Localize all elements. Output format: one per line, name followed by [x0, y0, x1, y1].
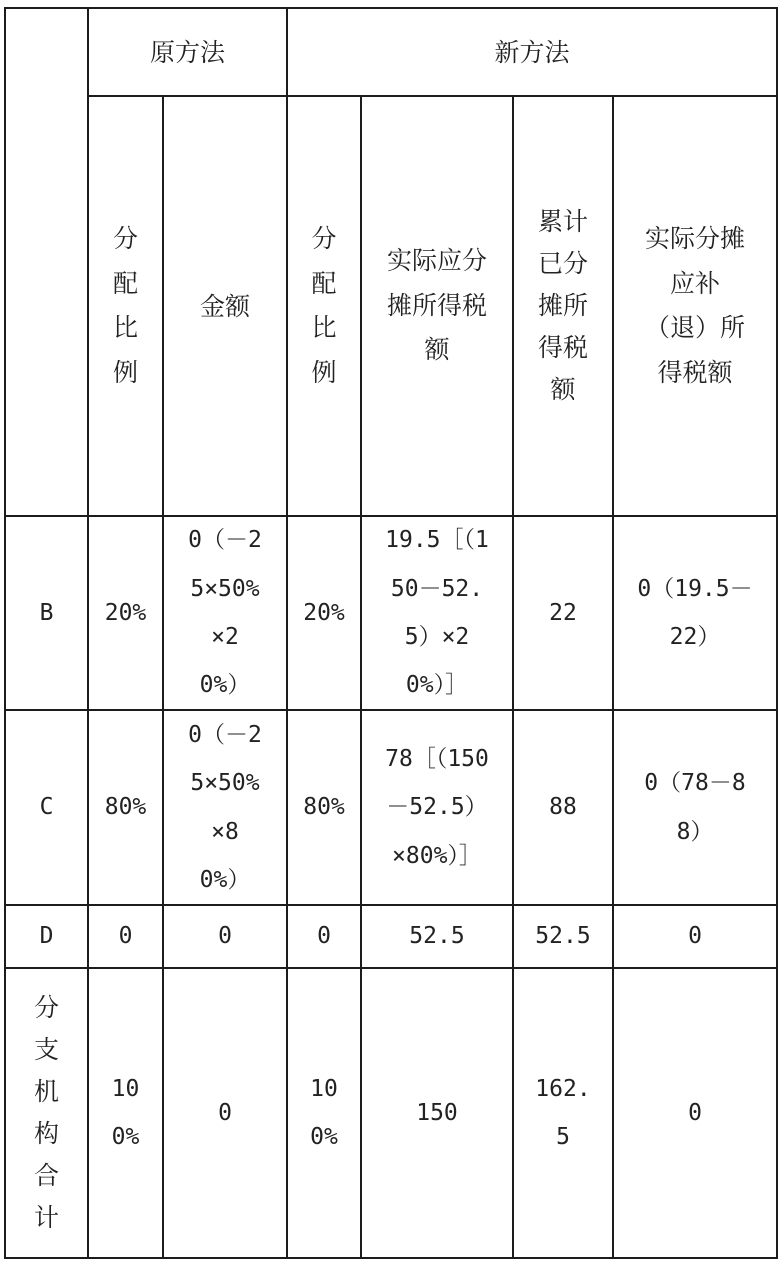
row-b-cumulative-cell — [513, 516, 613, 710]
rule-col-3 — [286, 7, 288, 1259]
row-b-actual-alloc: 19.5［（1 50－52. 5）×2 0%）］ — [385, 527, 489, 699]
row-d-actual-alloc: 52.5 — [409, 923, 465, 950]
row-total-new-ratio-cell — [287, 968, 361, 1258]
rule-header-bottom — [4, 515, 778, 517]
row-b-actual-alloc-cell — [361, 516, 513, 710]
row-b-old-amount-cell — [163, 516, 287, 710]
row-total-new-ratio: 10 0% — [310, 1075, 338, 1150]
row-c-cumulative-cell — [513, 710, 613, 905]
row-total-cumulative-cell — [513, 968, 613, 1258]
header-alloc-ratio-new-label: 分 配 比 例 — [311, 224, 337, 387]
rule-col-4 — [360, 95, 362, 1259]
row-d-old-ratio-cell — [88, 905, 163, 968]
row-c-label-cell — [5, 710, 88, 905]
row-b-label-cell — [5, 516, 88, 710]
row-b-label: B — [39, 599, 54, 626]
row-d-new-ratio-cell — [287, 905, 361, 968]
header-old-method — [88, 8, 287, 96]
row-total-cumulative: 162. 5 — [535, 1075, 591, 1150]
row-c-new-ratio-cell — [287, 710, 361, 905]
header-alloc-ratio-old — [88, 96, 163, 516]
header-actual-refund-tax-label: 实际分摊 应补 （退）所 得税额 — [644, 224, 745, 387]
row-b-old-ratio-cell — [88, 516, 163, 710]
rule-row-d-bottom — [4, 967, 778, 969]
row-b-new-ratio-cell — [287, 516, 361, 710]
rule-header-split — [88, 95, 778, 97]
row-d-old-ratio: 0 — [118, 923, 133, 950]
header-new-method-label: 新方法 — [494, 37, 570, 67]
row-c-cumulative: 88 — [549, 794, 577, 821]
border-bottom — [4, 1257, 778, 1259]
row-d-refund-cell — [613, 905, 777, 968]
row-d-label-cell — [5, 905, 88, 968]
row-b-refund-cell — [613, 516, 777, 710]
header-alloc-ratio-old-label: 分 配 比 例 — [112, 224, 138, 387]
row-d-refund: 0 — [688, 923, 702, 950]
row-c-refund-cell — [613, 710, 777, 905]
row-b-cumulative: 22 — [549, 599, 577, 626]
header-amount-label: 金额 — [199, 291, 250, 321]
row-total-old-ratio-cell — [88, 968, 163, 1258]
rule-col-1 — [87, 7, 89, 1259]
header-new-method — [287, 8, 777, 96]
row-c-new-ratio: 80% — [303, 794, 345, 821]
row-total-actual-alloc-cell — [361, 968, 513, 1258]
rule-col-5 — [512, 95, 514, 1259]
row-c-label: C — [39, 794, 54, 821]
row-b-refund: 0（19.5－ 22） — [637, 575, 753, 650]
row-d-cumulative-cell — [513, 905, 613, 968]
row-d-old-amount-cell — [163, 905, 287, 968]
border-top — [4, 7, 778, 9]
header-amount — [163, 96, 287, 516]
row-d-new-ratio: 0 — [317, 923, 331, 950]
row-b-old-ratio: 20% — [104, 599, 147, 626]
border-left — [4, 7, 6, 1259]
header-actual-alloc-tax-label: 实际应分 摊所得税 额 — [386, 246, 487, 365]
rule-row-c-bottom — [4, 904, 778, 906]
header-old-method-label: 原方法 — [149, 37, 225, 67]
header-cumulative-alloc-tax-label: 累计 已分 摊所 得税 额 — [537, 207, 588, 404]
row-total-actual-alloc: 150 — [416, 1099, 458, 1126]
row-b-old-amount: 0（－2 5×50% ×2 0%） — [188, 527, 262, 699]
rule-col-2 — [162, 95, 164, 1259]
row-total-label-cell — [5, 968, 88, 1258]
header-actual-refund-tax — [613, 96, 777, 516]
rule-col-6 — [612, 95, 614, 1259]
row-total-refund: 0 — [688, 1099, 702, 1126]
row-c-old-amount-cell — [163, 710, 287, 905]
rule-row-b-bottom — [4, 709, 778, 711]
row-d-cumulative: 52.5 — [535, 923, 591, 950]
header-cumulative-alloc-tax — [513, 96, 613, 516]
row-c-refund: 0（78－8 8） — [644, 770, 746, 845]
header-actual-alloc-tax — [361, 96, 513, 516]
row-total-old-ratio: 10 0% — [111, 1075, 140, 1150]
row-c-old-amount: 0（－2 5×50% ×8 0%） — [188, 721, 262, 893]
row-total-old-amount: 0 — [218, 1099, 232, 1126]
row-total-old-amount-cell — [163, 968, 287, 1258]
row-c-actual-alloc-cell — [361, 710, 513, 905]
row-total-label: 分 支 机 构 合 计 — [33, 993, 59, 1232]
row-d-old-amount: 0 — [218, 923, 232, 950]
row-c-old-ratio-cell — [88, 710, 163, 905]
header-alloc-ratio-new — [287, 96, 361, 516]
border-right — [776, 7, 778, 1259]
row-total-refund-cell — [613, 968, 777, 1258]
row-b-new-ratio: 20% — [303, 599, 345, 626]
row-d-actual-alloc-cell — [361, 905, 513, 968]
row-c-old-ratio: 80% — [104, 794, 147, 821]
row-d-label: D — [39, 923, 54, 950]
row-c-actual-alloc: 78［（150 －52.5） ×80%）］ — [385, 746, 489, 869]
